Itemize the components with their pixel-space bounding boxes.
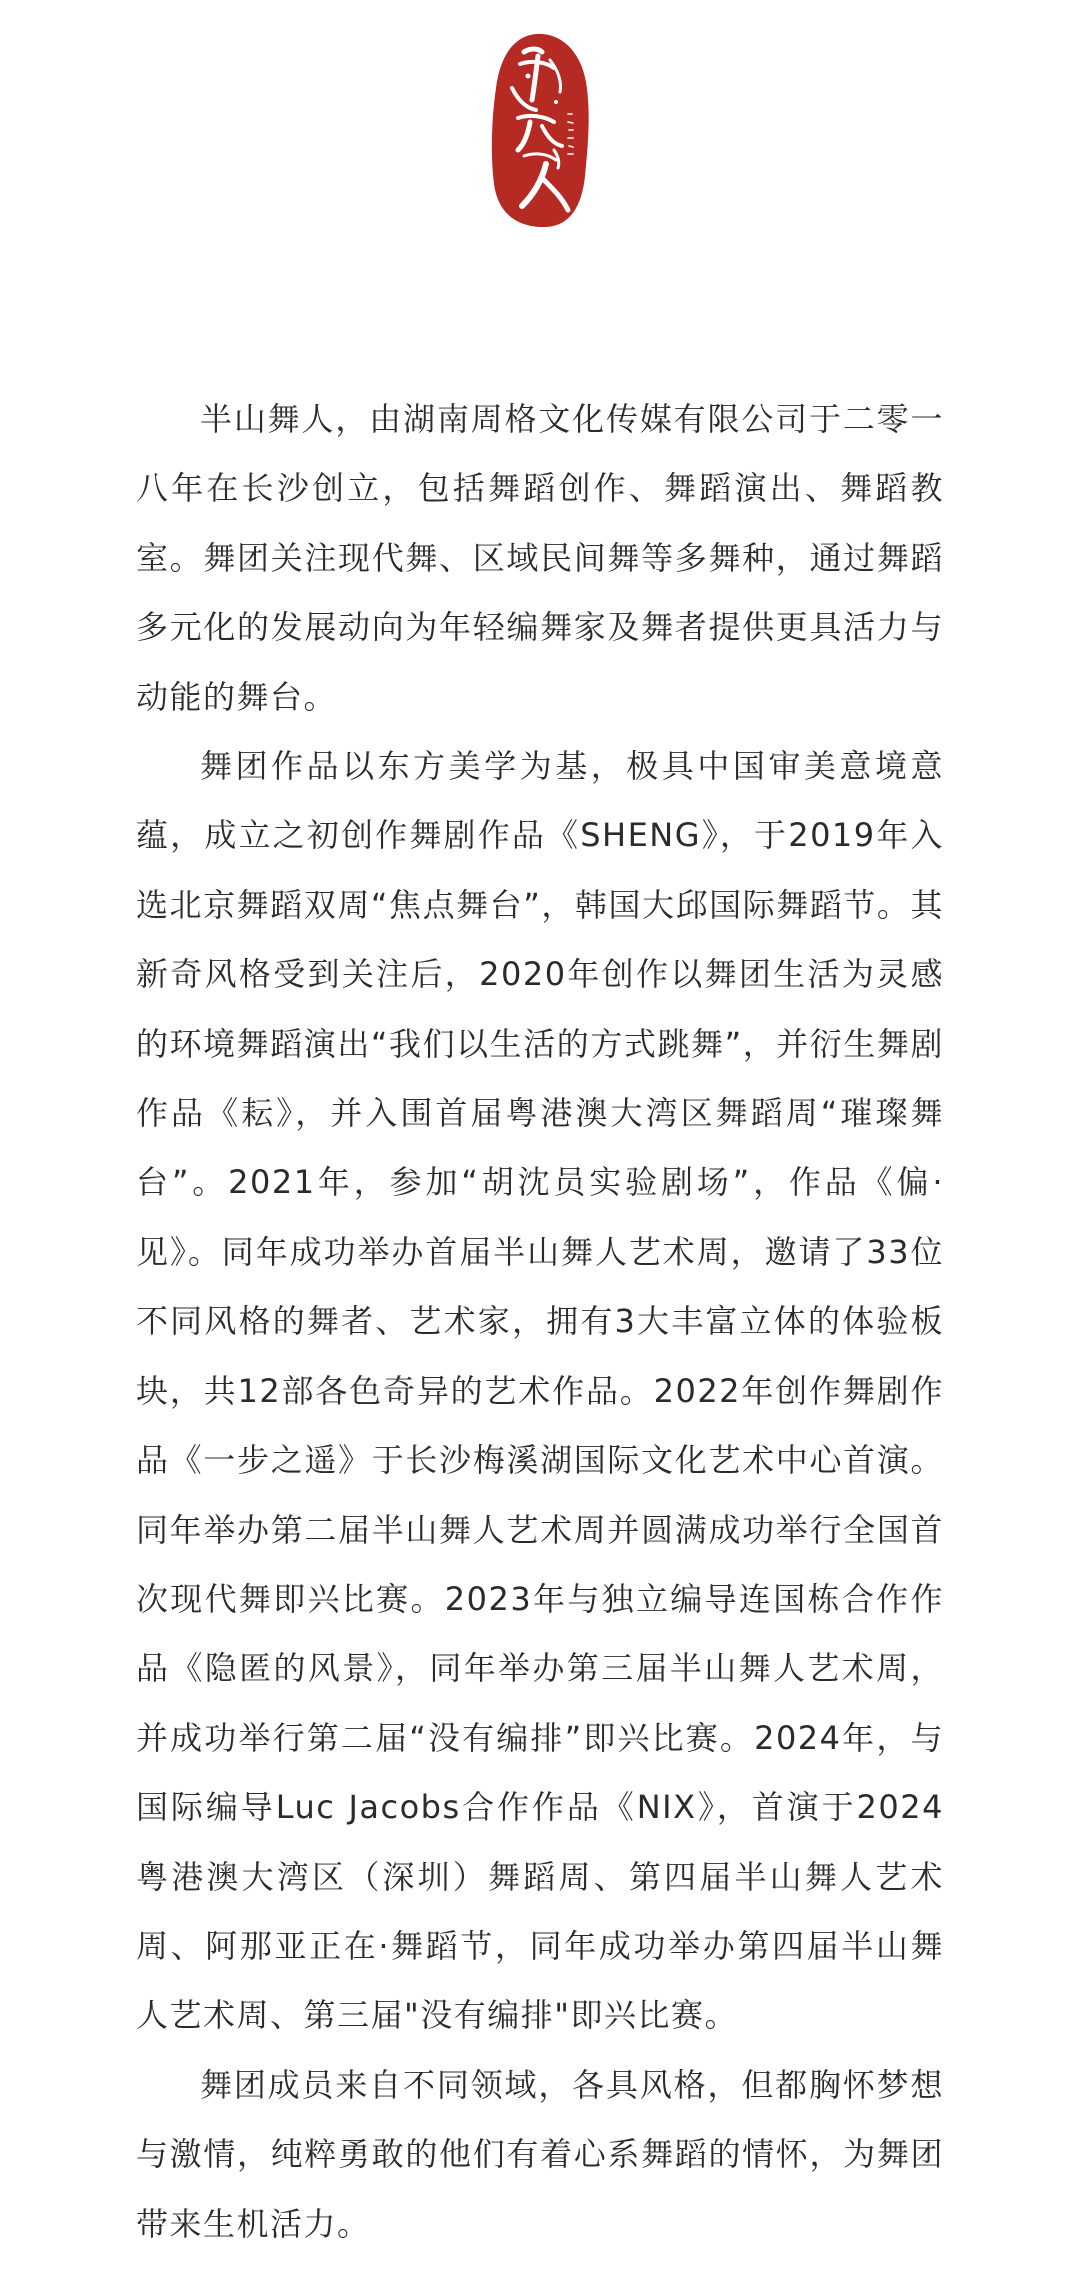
- members-paragraph: 舞团成员来自不同领域，各具风格，但都胸怀梦想与激情，纯粹勇敢的他们有着心系舞蹈的情怀，为舞团带来生机活力。: [136, 2065, 944, 2243]
- works-paragraph: 舞团作品以东方美学为基，极具中国审美意境意蕴，成立之初创作舞剧作品《SHENG》，于2019年入选北京舞蹈双周“焦点舞台”，韩国大邱国际舞蹈节。其新奇风格受到关注后，2020年创作以舞团生活为灵感的环境舞蹈演出“我们以生活的方式跳舞”，并衍生舞剧作品《耘》，并入围首届粤港澳大湾区舞蹈周“璀璨舞台”。2021年，参加“胡沈员实验剧场”，作品《偏·见》。同年成功举办首届半山舞人艺术周，邀请了33位不同风格的舞者、艺术家，拥有3大丰富立体的体验板块，共12部各色奇异的艺术作品。2022年创作舞剧作品《一步之遥》于长沙梅溪湖国际文化艺术中心首演。同年举办第二届半山舞人艺术周并圆满成功举行全国首次现代舞即兴比赛。2023年与独立编导连国栋合作作品《隐匿的风景》，同年举办第三届半山舞人艺术周，并成功举行第二届“没有编排”即兴比赛。2024年，与国际编导Luc Jacobs合作作品《NIX》，首演于2024粤港澳大湾区（深圳）舞蹈周、第四届半山舞人艺术周、阿那亚正在·舞蹈节，同年成功举办第四届半山舞人艺术周、第三届"没有编排"即兴比赛。: [136, 747, 944, 2035]
- article-body: [136, 385, 944, 2259]
- logo-area: [0, 30, 1080, 240]
- seal-logo: [484, 30, 596, 230]
- intro-paragraph: 半山舞人，由湖南周格文化传媒有限公司于二零一八年在长沙创立，包括舞蹈创作、舞蹈演出、舞蹈教室。舞团关注现代舞、区域民间舞等多舞种，通过舞蹈多元化的发展动向为年轻编舞家及舞者提供更具活力与动能的舞台。: [136, 400, 944, 716]
